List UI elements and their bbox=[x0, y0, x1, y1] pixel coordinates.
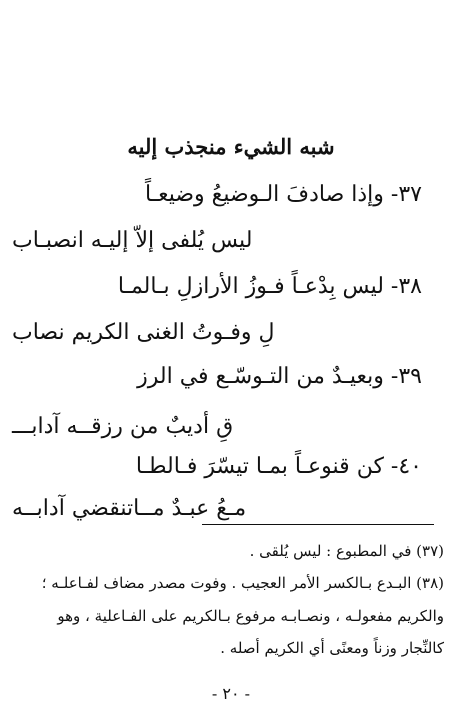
verse-number: ٣٧- bbox=[390, 182, 422, 207]
footnote-marker: (٣٨) bbox=[416, 574, 444, 592]
verse-number: ٤٠- bbox=[390, 454, 422, 479]
section-title: شبه الشيء منجذب إليه bbox=[127, 134, 335, 159]
footnote-38-line-2: والكريم مفعولـه ، ونصـابـه مرفوع بـالكريم على الفـاعلية ، وهو bbox=[57, 607, 444, 625]
footnote-37 bbox=[250, 540, 444, 562]
verse-hemistich-first: ليس بِدْعـاً فـوزُ الأرازلِ بـالمـا bbox=[117, 274, 384, 299]
footnote-divider bbox=[202, 524, 434, 525]
verse-hemistich-second: لِ وفـوتُ الغنى الكريم نصاب bbox=[12, 320, 275, 345]
verse-hemistich-second: ليس يُلفى إلاّ إليـه انصبـاب bbox=[12, 228, 253, 253]
verse-hemistich-first: وبعيـدٌ من التـوسّـع في الرز bbox=[137, 364, 384, 389]
verse-38-first bbox=[118, 272, 422, 302]
verse-hemistich-second: قِ أديبٌ من رزقــه آدابـــ bbox=[12, 414, 234, 439]
verse-40-first bbox=[136, 452, 422, 482]
verse-hemistich-first: وإذا صادفَ الـوضيعُ وضيعـاً bbox=[144, 182, 384, 207]
verse-37-first bbox=[145, 180, 422, 210]
footnote-38 bbox=[42, 572, 444, 594]
footnote-text: في المطبوع : ليس يُلقى . bbox=[249, 542, 412, 560]
footnote-38-line-3: كالنِّجار وزناً ومعنًى أي الكريم أصله . bbox=[220, 639, 444, 657]
footnote-marker: (٣٧) bbox=[416, 542, 444, 560]
verse-hemistich-second: مـعُ عبـدٌ مــاتنقضي آدابــه bbox=[12, 496, 247, 521]
verse-39-first bbox=[137, 362, 422, 392]
page-number: - ٢٠ - bbox=[211, 684, 251, 703]
footnote-text: البـدع بـالكسر الأمر العجيب . وفوت مصدر مضاف لفـاعلـه ؛ bbox=[41, 574, 412, 592]
verse-number: ٣٩- bbox=[390, 364, 422, 389]
verse-number: ٣٨- bbox=[390, 274, 422, 299]
verse-hemistich-first: كن قنوعـاً بمـا تيسّرَ فـالطـا bbox=[135, 454, 384, 479]
